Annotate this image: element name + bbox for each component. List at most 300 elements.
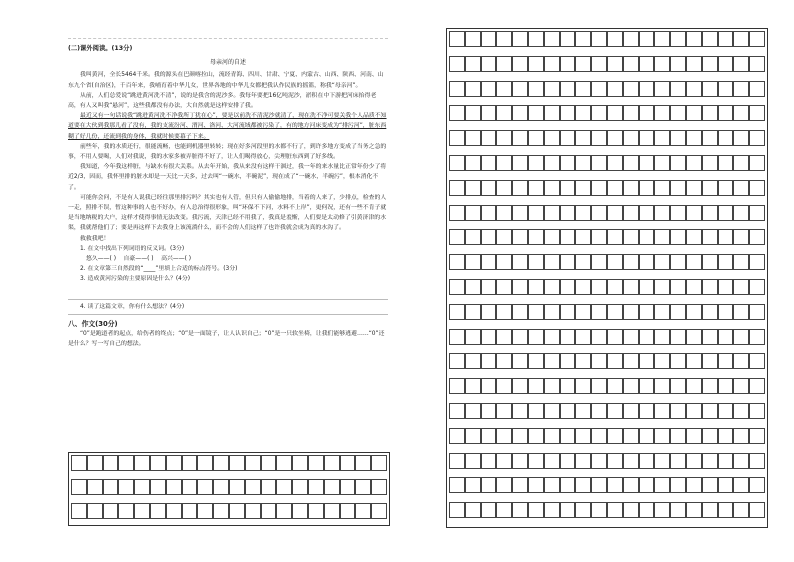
grid-cell[interactable] xyxy=(465,428,481,444)
grid-cell[interactable] xyxy=(639,304,655,320)
grid-cell[interactable] xyxy=(623,130,639,146)
grid-cell[interactable] xyxy=(575,56,591,72)
grid-cell[interactable] xyxy=(733,31,749,47)
grid-cell[interactable] xyxy=(639,205,655,221)
grid-cell[interactable] xyxy=(481,205,497,221)
grid-cell[interactable] xyxy=(340,455,356,471)
grid-cell[interactable] xyxy=(71,455,87,471)
grid-cell[interactable] xyxy=(481,453,497,469)
grid-cell[interactable] xyxy=(560,378,576,394)
grid-cell[interactable] xyxy=(718,31,734,47)
grid-cell[interactable] xyxy=(591,130,607,146)
grid-cell[interactable] xyxy=(702,130,718,146)
composition-grid-right[interactable] xyxy=(446,28,768,528)
grid-cell[interactable] xyxy=(213,503,229,519)
grid-cell[interactable] xyxy=(670,304,686,320)
grid-cell[interactable] xyxy=(544,56,560,72)
grid-cell[interactable] xyxy=(670,81,686,97)
grid-cell[interactable] xyxy=(654,353,670,369)
grid-cell[interactable] xyxy=(639,453,655,469)
grid-cell[interactable] xyxy=(496,56,512,72)
grid-cell[interactable] xyxy=(560,477,576,493)
grid-cell[interactable] xyxy=(528,31,544,47)
grid-cell[interactable] xyxy=(496,105,512,121)
grid-cell[interactable] xyxy=(639,56,655,72)
grid-cell[interactable] xyxy=(512,56,528,72)
grid-cell[interactable] xyxy=(654,56,670,72)
grid-cell[interactable] xyxy=(702,31,718,47)
grid-cell[interactable] xyxy=(686,329,702,345)
grid-cell[interactable] xyxy=(733,81,749,97)
grid-cell[interactable] xyxy=(686,254,702,270)
grid-cell[interactable] xyxy=(103,455,119,471)
grid-cell[interactable] xyxy=(449,130,465,146)
grid-cell[interactable] xyxy=(749,477,765,493)
grid-cell[interactable] xyxy=(560,279,576,295)
grid-cell[interactable] xyxy=(591,502,607,518)
grid-cell[interactable] xyxy=(670,31,686,47)
grid-cell[interactable] xyxy=(749,155,765,171)
grid-cell[interactable] xyxy=(528,304,544,320)
grid-cell[interactable] xyxy=(733,56,749,72)
grid-cell[interactable] xyxy=(150,503,166,519)
grid-cell[interactable] xyxy=(733,229,749,245)
grid-cell[interactable] xyxy=(528,428,544,444)
grid-cell[interactable] xyxy=(324,479,340,495)
grid-cell[interactable] xyxy=(654,279,670,295)
grid-cell[interactable] xyxy=(465,403,481,419)
grid-cell[interactable] xyxy=(261,503,277,519)
grid-cell[interactable] xyxy=(481,105,497,121)
grid-cell[interactable] xyxy=(749,304,765,320)
grid-cell[interactable] xyxy=(496,254,512,270)
grid-cell[interactable] xyxy=(512,205,528,221)
grid-cell[interactable] xyxy=(607,254,623,270)
grid-cell[interactable] xyxy=(544,31,560,47)
grid-cell[interactable] xyxy=(654,205,670,221)
grid-cell[interactable] xyxy=(575,428,591,444)
grid-cell[interactable] xyxy=(654,105,670,121)
grid-cell[interactable] xyxy=(718,428,734,444)
grid-cell[interactable] xyxy=(654,155,670,171)
grid-cell[interactable] xyxy=(749,205,765,221)
grid-cell[interactable] xyxy=(465,81,481,97)
grid-cell[interactable] xyxy=(749,31,765,47)
grid-cell[interactable] xyxy=(718,304,734,320)
grid-cell[interactable] xyxy=(733,254,749,270)
grid-cell[interactable] xyxy=(213,455,229,471)
grid-cell[interactable] xyxy=(496,81,512,97)
grid-cell[interactable] xyxy=(481,403,497,419)
grid-cell[interactable] xyxy=(87,503,103,519)
grid-cell[interactable] xyxy=(607,180,623,196)
grid-cell[interactable] xyxy=(623,353,639,369)
grid-cell[interactable] xyxy=(686,229,702,245)
grid-cell[interactable] xyxy=(733,279,749,295)
grid-cell[interactable] xyxy=(465,229,481,245)
grid-cell[interactable] xyxy=(733,304,749,320)
grid-cell[interactable] xyxy=(749,180,765,196)
grid-cell[interactable] xyxy=(166,479,182,495)
grid-cell[interactable] xyxy=(686,130,702,146)
grid-cell[interactable] xyxy=(496,31,512,47)
grid-cell[interactable] xyxy=(654,453,670,469)
grid-cell[interactable] xyxy=(575,81,591,97)
grid-cell[interactable] xyxy=(575,403,591,419)
grid-cell[interactable] xyxy=(591,353,607,369)
grid-cell[interactable] xyxy=(544,403,560,419)
grid-cell[interactable] xyxy=(591,279,607,295)
grid-cell[interactable] xyxy=(639,428,655,444)
grid-cell[interactable] xyxy=(560,428,576,444)
grid-cell[interactable] xyxy=(261,479,277,495)
grid-cell[interactable] xyxy=(528,502,544,518)
grid-cell[interactable] xyxy=(591,477,607,493)
grid-cell[interactable] xyxy=(118,455,134,471)
grid-cell[interactable] xyxy=(686,353,702,369)
grid-cell[interactable] xyxy=(560,353,576,369)
grid-cell[interactable] xyxy=(528,353,544,369)
grid-cell[interactable] xyxy=(197,455,213,471)
grid-cell[interactable] xyxy=(512,403,528,419)
grid-cell[interactable] xyxy=(528,180,544,196)
grid-cell[interactable] xyxy=(591,453,607,469)
grid-cell[interactable] xyxy=(71,479,87,495)
grid-cell[interactable] xyxy=(623,453,639,469)
grid-cell[interactable] xyxy=(575,453,591,469)
grid-cell[interactable] xyxy=(544,453,560,469)
grid-cell[interactable] xyxy=(544,477,560,493)
grid-cell[interactable] xyxy=(639,155,655,171)
grid-cell[interactable] xyxy=(702,353,718,369)
grid-cell[interactable] xyxy=(639,254,655,270)
grid-cell[interactable] xyxy=(575,378,591,394)
grid-cell[interactable] xyxy=(718,453,734,469)
grid-cell[interactable] xyxy=(496,229,512,245)
grid-cell[interactable] xyxy=(324,455,340,471)
grid-cell[interactable] xyxy=(560,403,576,419)
grid-cell[interactable] xyxy=(560,130,576,146)
grid-cell[interactable] xyxy=(702,205,718,221)
grid-cell[interactable] xyxy=(166,503,182,519)
grid-cell[interactable] xyxy=(702,502,718,518)
grid-cell[interactable] xyxy=(654,31,670,47)
grid-cell[interactable] xyxy=(686,180,702,196)
grid-cell[interactable] xyxy=(749,378,765,394)
grid-cell[interactable] xyxy=(465,304,481,320)
grid-cell[interactable] xyxy=(292,455,308,471)
grid-cell[interactable] xyxy=(166,455,182,471)
grid-cell[interactable] xyxy=(496,155,512,171)
grid-cell[interactable] xyxy=(481,279,497,295)
grid-cell[interactable] xyxy=(686,304,702,320)
grid-cell[interactable] xyxy=(512,353,528,369)
grid-cell[interactable] xyxy=(449,428,465,444)
grid-cell[interactable] xyxy=(512,279,528,295)
grid-cell[interactable] xyxy=(182,479,198,495)
grid-cell[interactable] xyxy=(276,479,292,495)
grid-cell[interactable] xyxy=(639,279,655,295)
grid-cell[interactable] xyxy=(670,279,686,295)
grid-cell[interactable] xyxy=(481,353,497,369)
grid-cell[interactable] xyxy=(560,205,576,221)
grid-cell[interactable] xyxy=(449,378,465,394)
grid-cell[interactable] xyxy=(623,205,639,221)
grid-cell[interactable] xyxy=(528,254,544,270)
grid-cell[interactable] xyxy=(371,503,387,519)
grid-cell[interactable] xyxy=(512,477,528,493)
grid-cell[interactable] xyxy=(623,105,639,121)
grid-cell[interactable] xyxy=(512,229,528,245)
grid-cell[interactable] xyxy=(639,31,655,47)
grid-cell[interactable] xyxy=(528,453,544,469)
grid-cell[interactable] xyxy=(449,254,465,270)
grid-cell[interactable] xyxy=(702,378,718,394)
grid-cell[interactable] xyxy=(182,503,198,519)
grid-cell[interactable] xyxy=(512,453,528,469)
grid-cell[interactable] xyxy=(702,81,718,97)
composition-grid-left[interactable] xyxy=(68,452,390,526)
grid-cell[interactable] xyxy=(639,378,655,394)
grid-cell[interactable] xyxy=(481,329,497,345)
grid-cell[interactable] xyxy=(670,329,686,345)
grid-cell[interactable] xyxy=(103,479,119,495)
grid-cell[interactable] xyxy=(528,279,544,295)
grid-cell[interactable] xyxy=(496,453,512,469)
grid-cell[interactable] xyxy=(544,304,560,320)
grid-cell[interactable] xyxy=(733,403,749,419)
grid-cell[interactable] xyxy=(623,254,639,270)
grid-cell[interactable] xyxy=(528,329,544,345)
grid-cell[interactable] xyxy=(654,180,670,196)
grid-cell[interactable] xyxy=(623,403,639,419)
grid-cell[interactable] xyxy=(623,155,639,171)
grid-cell[interactable] xyxy=(544,353,560,369)
grid-cell[interactable] xyxy=(718,279,734,295)
grid-cell[interactable] xyxy=(134,479,150,495)
grid-cell[interactable] xyxy=(591,180,607,196)
grid-cell[interactable] xyxy=(654,403,670,419)
grid-cell[interactable] xyxy=(544,155,560,171)
grid-cell[interactable] xyxy=(560,329,576,345)
grid-cell[interactable] xyxy=(670,180,686,196)
grid-cell[interactable] xyxy=(623,378,639,394)
grid-cell[interactable] xyxy=(229,455,245,471)
grid-cell[interactable] xyxy=(591,56,607,72)
grid-cell[interactable] xyxy=(702,453,718,469)
grid-cell[interactable] xyxy=(560,254,576,270)
grid-cell[interactable] xyxy=(670,477,686,493)
grid-cell[interactable] xyxy=(245,479,261,495)
grid-cell[interactable] xyxy=(686,378,702,394)
grid-cell[interactable] xyxy=(481,378,497,394)
grid-cell[interactable] xyxy=(134,455,150,471)
grid-cell[interactable] xyxy=(670,105,686,121)
grid-cell[interactable] xyxy=(229,503,245,519)
grid-cell[interactable] xyxy=(607,105,623,121)
grid-cell[interactable] xyxy=(134,503,150,519)
grid-cell[interactable] xyxy=(481,304,497,320)
grid-cell[interactable] xyxy=(575,279,591,295)
grid-cell[interactable] xyxy=(292,479,308,495)
grid-cell[interactable] xyxy=(670,130,686,146)
grid-cell[interactable] xyxy=(607,428,623,444)
grid-cell[interactable] xyxy=(449,403,465,419)
grid-cell[interactable] xyxy=(449,205,465,221)
grid-cell[interactable] xyxy=(213,479,229,495)
grid-cell[interactable] xyxy=(733,453,749,469)
grid-cell[interactable] xyxy=(702,329,718,345)
grid-cell[interactable] xyxy=(544,428,560,444)
grid-cell[interactable] xyxy=(733,130,749,146)
grid-cell[interactable] xyxy=(512,378,528,394)
grid-cell[interactable] xyxy=(87,455,103,471)
grid-cell[interactable] xyxy=(512,329,528,345)
grid-cell[interactable] xyxy=(575,477,591,493)
grid-cell[interactable] xyxy=(449,353,465,369)
grid-cell[interactable] xyxy=(749,56,765,72)
grid-cell[interactable] xyxy=(654,329,670,345)
grid-cell[interactable] xyxy=(449,180,465,196)
grid-cell[interactable] xyxy=(718,205,734,221)
grid-cell[interactable] xyxy=(103,503,119,519)
grid-cell[interactable] xyxy=(670,453,686,469)
grid-cell[interactable] xyxy=(465,502,481,518)
grid-cell[interactable] xyxy=(371,479,387,495)
grid-cell[interactable] xyxy=(670,353,686,369)
grid-cell[interactable] xyxy=(575,229,591,245)
grid-cell[interactable] xyxy=(465,180,481,196)
grid-cell[interactable] xyxy=(544,180,560,196)
grid-cell[interactable] xyxy=(449,81,465,97)
grid-cell[interactable] xyxy=(718,353,734,369)
grid-cell[interactable] xyxy=(528,105,544,121)
grid-cell[interactable] xyxy=(496,353,512,369)
grid-cell[interactable] xyxy=(702,279,718,295)
grid-cell[interactable] xyxy=(749,353,765,369)
grid-cell[interactable] xyxy=(749,403,765,419)
grid-cell[interactable] xyxy=(702,229,718,245)
grid-cell[interactable] xyxy=(686,31,702,47)
grid-cell[interactable] xyxy=(702,403,718,419)
grid-cell[interactable] xyxy=(733,477,749,493)
grid-cell[interactable] xyxy=(512,254,528,270)
grid-cell[interactable] xyxy=(607,31,623,47)
grid-cell[interactable] xyxy=(686,205,702,221)
grid-cell[interactable] xyxy=(718,329,734,345)
grid-cell[interactable] xyxy=(607,56,623,72)
grid-cell[interactable] xyxy=(591,428,607,444)
grid-cell[interactable] xyxy=(355,455,371,471)
grid-cell[interactable] xyxy=(749,502,765,518)
grid-cell[interactable] xyxy=(575,254,591,270)
grid-cell[interactable] xyxy=(481,155,497,171)
grid-cell[interactable] xyxy=(639,229,655,245)
grid-cell[interactable] xyxy=(654,304,670,320)
grid-cell[interactable] xyxy=(528,477,544,493)
grid-cell[interactable] xyxy=(607,453,623,469)
grid-cell[interactable] xyxy=(639,81,655,97)
grid-cell[interactable] xyxy=(481,229,497,245)
grid-cell[interactable] xyxy=(607,403,623,419)
grid-cell[interactable] xyxy=(512,180,528,196)
grid-cell[interactable] xyxy=(749,329,765,345)
grid-cell[interactable] xyxy=(654,378,670,394)
grid-cell[interactable] xyxy=(465,130,481,146)
grid-cell[interactable] xyxy=(686,155,702,171)
grid-cell[interactable] xyxy=(733,155,749,171)
grid-cell[interactable] xyxy=(276,455,292,471)
grid-cell[interactable] xyxy=(512,155,528,171)
grid-cell[interactable] xyxy=(623,477,639,493)
grid-cell[interactable] xyxy=(560,304,576,320)
grid-cell[interactable] xyxy=(449,453,465,469)
grid-cell[interactable] xyxy=(670,155,686,171)
grid-cell[interactable] xyxy=(591,378,607,394)
grid-cell[interactable] xyxy=(702,155,718,171)
grid-cell[interactable] xyxy=(560,502,576,518)
grid-cell[interactable] xyxy=(607,329,623,345)
grid-cell[interactable] xyxy=(528,229,544,245)
grid-cell[interactable] xyxy=(639,502,655,518)
grid-cell[interactable] xyxy=(465,56,481,72)
grid-cell[interactable] xyxy=(560,56,576,72)
grid-cell[interactable] xyxy=(749,81,765,97)
grid-cell[interactable] xyxy=(607,205,623,221)
grid-cell[interactable] xyxy=(449,155,465,171)
grid-cell[interactable] xyxy=(340,479,356,495)
grid-cell[interactable] xyxy=(528,378,544,394)
grid-cell[interactable] xyxy=(496,279,512,295)
grid-cell[interactable] xyxy=(575,205,591,221)
grid-cell[interactable] xyxy=(718,130,734,146)
grid-cell[interactable] xyxy=(449,229,465,245)
grid-cell[interactable] xyxy=(465,31,481,47)
grid-cell[interactable] xyxy=(591,105,607,121)
grid-cell[interactable] xyxy=(496,428,512,444)
grid-cell[interactable] xyxy=(481,477,497,493)
grid-cell[interactable] xyxy=(496,329,512,345)
grid-cell[interactable] xyxy=(623,304,639,320)
grid-cell[interactable] xyxy=(528,81,544,97)
grid-cell[interactable] xyxy=(686,477,702,493)
grid-cell[interactable] xyxy=(639,180,655,196)
grid-cell[interactable] xyxy=(512,81,528,97)
grid-cell[interactable] xyxy=(465,279,481,295)
grid-cell[interactable] xyxy=(481,130,497,146)
grid-cell[interactable] xyxy=(449,105,465,121)
grid-cell[interactable] xyxy=(749,105,765,121)
grid-cell[interactable] xyxy=(623,81,639,97)
grid-cell[interactable] xyxy=(718,378,734,394)
grid-cell[interactable] xyxy=(702,180,718,196)
grid-cell[interactable] xyxy=(496,502,512,518)
grid-cell[interactable] xyxy=(560,31,576,47)
grid-cell[interactable] xyxy=(607,378,623,394)
grid-cell[interactable] xyxy=(686,105,702,121)
grid-cell[interactable] xyxy=(718,229,734,245)
grid-cell[interactable] xyxy=(718,502,734,518)
grid-cell[interactable] xyxy=(749,229,765,245)
grid-cell[interactable] xyxy=(528,205,544,221)
grid-cell[interactable] xyxy=(560,81,576,97)
grid-cell[interactable] xyxy=(686,453,702,469)
grid-cell[interactable] xyxy=(607,353,623,369)
grid-cell[interactable] xyxy=(575,304,591,320)
grid-cell[interactable] xyxy=(544,81,560,97)
grid-cell[interactable] xyxy=(71,503,87,519)
grid-cell[interactable] xyxy=(733,180,749,196)
